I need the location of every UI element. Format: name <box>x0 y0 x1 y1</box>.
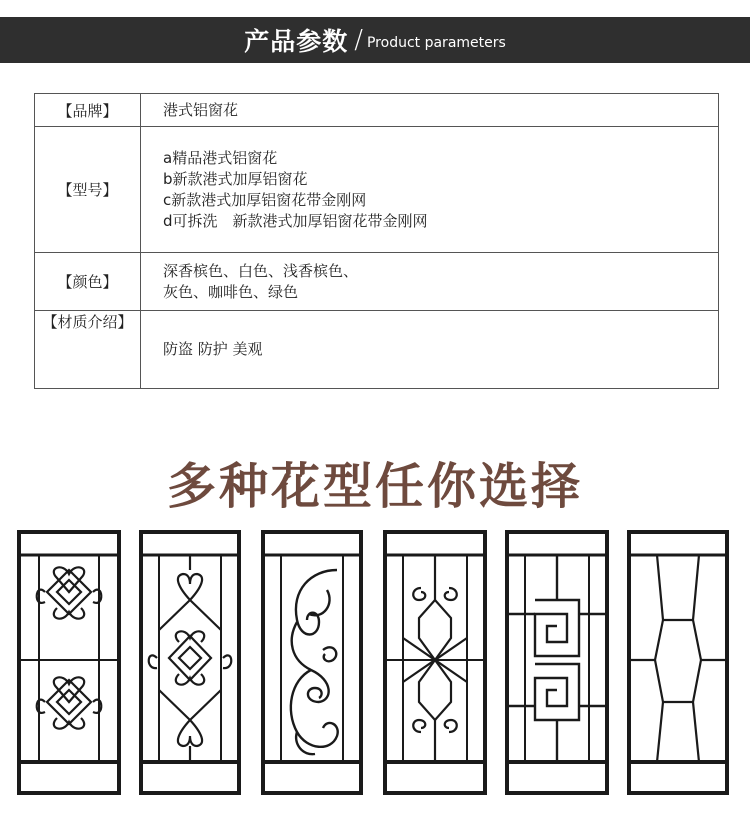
banner-slash: / <box>354 25 363 55</box>
param-label: 【颜色】 <box>35 253 141 311</box>
param-row-model <box>35 127 719 253</box>
param-line: 防盗 防护 美观 <box>163 340 263 358</box>
param-label: 【材质介绍】 <box>35 311 141 389</box>
param-label: 【型号】 <box>35 127 141 253</box>
param-row-color <box>35 253 719 311</box>
param-line: 灰色、咖啡色、绿色 <box>163 282 299 301</box>
window-panel-heart-knot <box>139 530 241 795</box>
param-row-brand <box>35 94 719 127</box>
param-value <box>141 253 719 311</box>
param-line: d可拆洗 新款港式加厚铝窗花带金刚网 <box>163 211 428 230</box>
param-value <box>141 311 719 389</box>
param-label: 【品牌】 <box>35 94 141 127</box>
banner-title-cn: 产品参数 <box>244 27 349 56</box>
param-line: 深香槟色、白色、浅香槟色、 <box>163 261 359 280</box>
param-line: a精品港式铝窗花 <box>163 148 278 167</box>
header-banner <box>0 17 750 63</box>
params-table <box>34 93 719 389</box>
param-row-material <box>35 311 719 389</box>
window-panel-hexagon <box>627 530 729 795</box>
window-panel-octagon-cross <box>383 530 487 795</box>
window-panel-scroll <box>261 530 363 795</box>
window-panel-knot-double <box>17 530 121 795</box>
param-line: c新款港式加厚铝窗花带金刚网 <box>163 190 367 209</box>
section-headline: 多种花型任你选择 <box>166 458 583 515</box>
window-panel-meander <box>505 530 609 795</box>
param-value <box>141 127 719 253</box>
pattern-gallery <box>0 530 750 795</box>
param-line: 港式铝窗花 <box>163 100 239 119</box>
param-line: b新款港式加厚铝窗花 <box>163 169 308 188</box>
banner-title-en: Product parameters <box>366 35 506 51</box>
param-value <box>141 94 719 127</box>
